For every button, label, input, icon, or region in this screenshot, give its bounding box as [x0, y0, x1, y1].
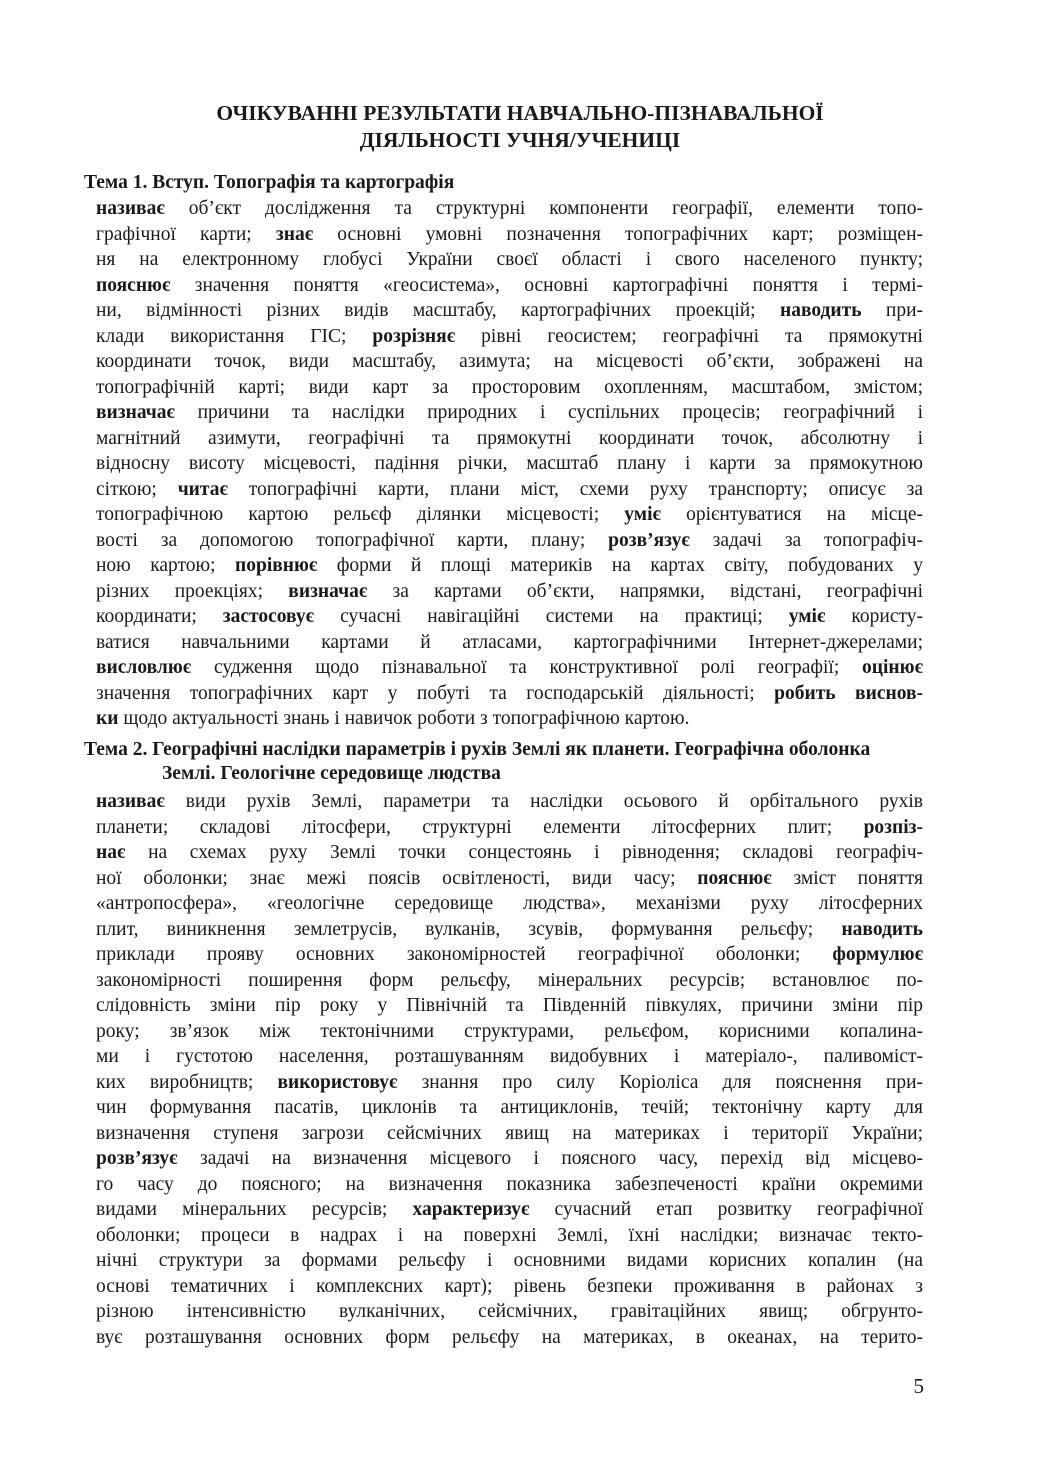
- bold-keyword: визначає: [288, 580, 368, 602]
- text-line: [96, 298, 923, 324]
- text-run: ни, відмінності різних видів масштабу, картографічних проекцій;: [96, 300, 780, 321]
- text-line: [96, 866, 923, 892]
- bold-keyword: уміє: [788, 606, 826, 627]
- text-line: [96, 917, 923, 943]
- text-line: [96, 349, 923, 375]
- bold-keyword: уміє: [624, 504, 661, 525]
- bold-keyword: розпіз-: [863, 816, 923, 838]
- text-run: причини та наслідки природних і суспільних процесів; географічний і: [174, 402, 923, 423]
- bold-keyword: пояснює: [96, 274, 171, 296]
- text-line: [96, 942, 923, 968]
- text-line: [96, 1019, 923, 1045]
- text-run: клади використання ГІС;: [96, 325, 373, 347]
- bold-keyword: називає: [96, 791, 165, 812]
- text-line: [96, 375, 923, 401]
- text-line: [96, 400, 923, 426]
- text-line: [96, 1070, 923, 1096]
- text-line: [96, 891, 923, 917]
- text-run: відносну висоту місцевості, падіння річки, масштаб плану і карти за прямокутною: [96, 453, 923, 474]
- text-run: видами мінеральних ресурсів;: [96, 1199, 413, 1220]
- bold-keyword: визначає: [96, 402, 175, 423]
- text-run: ватися навчальними картами й атласами, картографічними Інтернет-джерелами;: [96, 631, 923, 653]
- text-run: «антропосфера», «геологічне середовище людства», механізми руху літосферних: [96, 893, 923, 914]
- text-run: ня на електронному глобусі України своєї області і свого населеного пункту;: [96, 249, 923, 270]
- page-number: 5: [913, 1374, 924, 1398]
- text-run: орієнтуватися на місце-: [660, 504, 923, 525]
- text-line: [96, 1146, 923, 1172]
- text-run: форми й площі материків на картах світу, побудованих у: [317, 555, 923, 576]
- text-run: слідовність зміни пір року у Північній та Південній півкулях, причини зміни пір: [96, 995, 923, 1016]
- text-line: [96, 789, 923, 815]
- text-line: [96, 1172, 923, 1198]
- text-run: оболонки; процеси в надрах і на поверхні Землі, їхні наслідки; визначає текто-: [96, 1224, 923, 1246]
- text-line: [96, 993, 923, 1019]
- text-run: основні умовні позначення топографічних карт; розміщен-: [313, 223, 923, 245]
- text-run: закономірності поширення форм рельєфу, мінеральних ресурсів; встановлює по-: [96, 969, 923, 991]
- text-run: магнітний азимути, географічні та прямокутні координати точок, абсолютну і: [96, 427, 923, 449]
- bold-keyword: використовує: [277, 1071, 398, 1093]
- bold-keyword: розв’язує: [608, 529, 690, 551]
- heading-line-1: ОЧІКУВАННІ РЕЗУЛЬТАТИ НАВЧАЛЬНО-ПІЗНАВАЛЬНОЇ: [216, 101, 824, 125]
- text-run: року; зв’язок між тектонічними структурами, рельєфом, корисними копалина-: [96, 1020, 923, 1042]
- text-line: [96, 655, 923, 681]
- text-line: [96, 196, 923, 222]
- text-run: ної оболонки; знає межі поясів освітленості, види часу;: [96, 867, 698, 889]
- text-line: [96, 273, 923, 299]
- topic-1-title: [84, 171, 924, 195]
- bold-keyword: розв’язує: [96, 1148, 178, 1169]
- text-line: [96, 815, 923, 841]
- text-line: [96, 528, 923, 554]
- bold-keyword: порівнює: [235, 555, 318, 576]
- bold-keyword: формулює: [832, 944, 923, 965]
- text-run: при-: [861, 300, 923, 321]
- text-run: значення топографічних карт у побуті та господарській діяльності;: [96, 682, 775, 704]
- text-run: зміст поняття: [771, 867, 923, 889]
- text-line: [96, 1248, 923, 1274]
- text-run: рівні геосистем; географічні та прямокутні: [455, 325, 923, 347]
- text-run: ною картою;: [96, 555, 235, 576]
- text-line: [96, 579, 923, 605]
- text-run: ми і густотою населення, розташуванням видобувних і матеріало-, паливоміст-: [96, 1046, 923, 1067]
- bold-keyword: нає: [96, 842, 126, 863]
- text-run: основі тематичних і комплексних карт); рівень безпеки проживання в районах з: [96, 1275, 923, 1297]
- text-run: задачі на визначення місцевого і поясного часу, перехід від місцево-: [177, 1148, 923, 1169]
- text-line: [96, 1197, 923, 1223]
- text-line: [96, 968, 923, 994]
- text-run: об’єкт дослідження та структурні компоненти географії, елементи топо-: [164, 198, 923, 219]
- text-run: судження щодо пізнавальної та конструктивної ролі географії;: [191, 657, 863, 678]
- text-run: приклади прояву основних закономірностей географічної оболонки;: [96, 944, 833, 965]
- text-line: [96, 1274, 923, 1300]
- text-run: ких виробництв;: [96, 1071, 278, 1093]
- text-run: знання про силу Коріоліса для пояснення при-: [397, 1071, 923, 1093]
- text-run: за картами об’єкти, напрямки, відстані, географічні: [367, 580, 923, 602]
- topic-2-paragraph: [96, 789, 923, 1350]
- text-line: [96, 840, 923, 866]
- heading-line-2: ДІЯЛЬНОСТІ УЧНЯ/УЧЕНИЦІ: [359, 128, 681, 152]
- text-run: вує розташування основних форм рельєфу на материках, в океанах, на терито-: [96, 1326, 923, 1348]
- text-run: різних проекціях;: [96, 580, 289, 602]
- bold-keyword: ки: [96, 708, 119, 729]
- text-line: [96, 247, 923, 273]
- text-line: [96, 553, 923, 579]
- text-line: [96, 426, 923, 452]
- text-run: задачі за топографіч-: [689, 529, 923, 551]
- text-line: [96, 222, 923, 248]
- text-run: чин формування пасатів, циклонів та антициклонів, течій; тектонічну карту для: [96, 1097, 923, 1118]
- bold-keyword: наводить: [841, 918, 923, 940]
- text-run: на схемах руху Землі точки сонцестоянь і рівнодення; складові географіч-: [125, 842, 923, 863]
- text-line: [96, 604, 923, 630]
- text-line: [96, 1299, 923, 1325]
- text-line: [96, 1044, 923, 1070]
- text-run: щодо актуальності знань і навичок роботи з топографічною картою.: [118, 708, 690, 729]
- topic-2-title: [84, 738, 924, 786]
- text-line: [96, 451, 923, 477]
- text-line: [96, 1095, 923, 1121]
- text-line: [96, 1121, 923, 1147]
- topic-2-title-line-2: Землі. Геологічне середовище людства: [162, 763, 501, 784]
- text-run: різною інтенсивністю вулканічних, сейсмічних, гравітаційних явищ; обгрунто-: [96, 1301, 923, 1322]
- bold-keyword: характеризує: [412, 1199, 530, 1220]
- bold-keyword: називає: [96, 198, 165, 219]
- text-run: координати точок, види масштабу, азимута; на місцевості об’єкти, зображені на: [96, 351, 923, 372]
- text-run: топографічній карті; види карт за просторовим охопленням, масштабом, змістом;: [96, 376, 923, 398]
- text-run: сучасні навігаційні системи на практиці;: [314, 606, 789, 627]
- text-run: плит, виникнення землетрусів, вулканів, зсувів, формування рельєфу;: [96, 918, 842, 940]
- text-run: сучасний етап розвитку географічної: [529, 1199, 923, 1220]
- bold-keyword: робить виснов-: [774, 682, 923, 704]
- text-run: користу-: [825, 606, 923, 627]
- topic-1-title-text: Тема 1. Вступ. Топографія та картографія: [84, 172, 455, 193]
- text-line: [96, 681, 923, 707]
- text-run: нічні структури за формами рельєфу і основними видами корисних копалин (на: [96, 1250, 923, 1271]
- text-line: [96, 502, 923, 528]
- text-run: визначення ступеня загрози сейсмічних явищ на материках і території України;: [96, 1122, 923, 1144]
- text-run: графічної карти;: [96, 223, 276, 245]
- bold-keyword: висловлює: [96, 657, 192, 678]
- text-run: значення поняття «геосистема», основні картографічні поняття і термі-: [170, 274, 923, 296]
- text-run: координати;: [96, 606, 223, 627]
- text-line: [96, 706, 923, 732]
- bold-keyword: читає: [177, 478, 228, 500]
- text-run: вості за допомогою топографічної карти, плану;: [96, 529, 609, 551]
- topic-1-paragraph: [96, 196, 923, 732]
- bold-keyword: наводить: [779, 300, 862, 321]
- text-line: [96, 1325, 923, 1351]
- text-run: планети; складові літосфери, структурні елементи літосферних плит;: [96, 816, 864, 838]
- text-run: топографічною картою рельєф ділянки місцевості;: [96, 504, 625, 525]
- text-run: го часу до поясного; на визначення показника забезпеченості країни окремими: [96, 1173, 923, 1195]
- topic-2-title-line-1: Тема 2. Географічні наслідки параметрів і рухів Землі як планети. Географічна оболонка: [84, 739, 871, 760]
- bold-keyword: застосовує: [222, 606, 315, 627]
- bold-keyword: пояснює: [697, 867, 772, 889]
- text-run: топографічні карти, плани міст, схеми руху транспорту; описує за: [227, 478, 923, 500]
- text-line: [96, 477, 923, 503]
- text-line: [96, 630, 923, 656]
- bold-keyword: розрізняє: [372, 325, 456, 347]
- text-run: сіткою;: [96, 478, 178, 500]
- text-run: види рухів Землі, параметри та наслідки осьового й орбітального рухів: [164, 791, 923, 812]
- text-line: [96, 324, 923, 350]
- bold-keyword: оцінює: [862, 657, 923, 678]
- page-heading: [140, 100, 900, 154]
- bold-keyword: знає: [275, 223, 314, 245]
- text-line: [96, 1223, 923, 1249]
